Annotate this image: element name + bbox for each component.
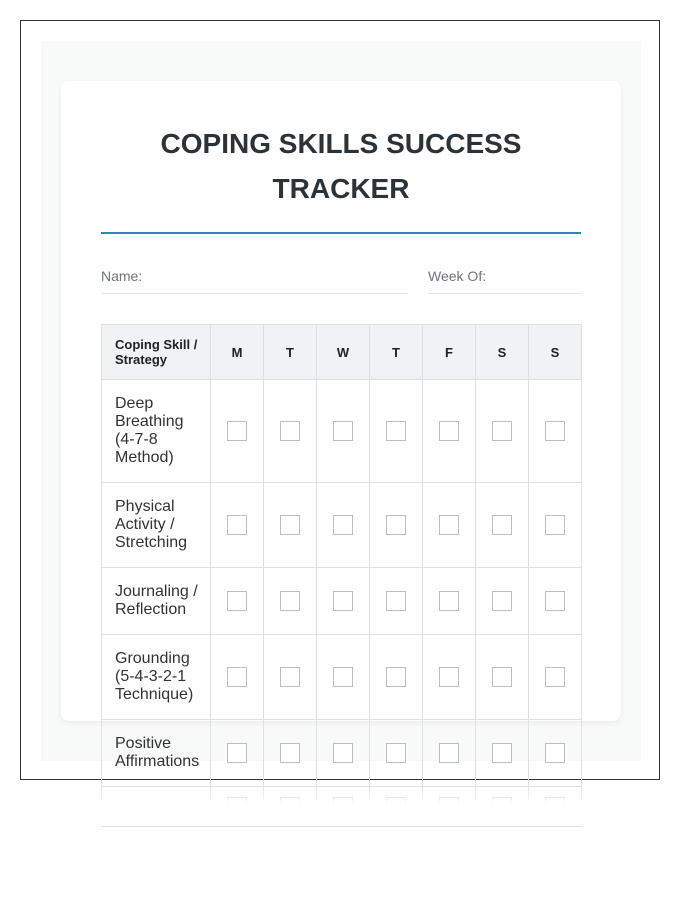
checkbox-tuesday[interactable] <box>280 421 300 441</box>
checkbox-cell-thursday <box>370 568 423 635</box>
checkbox-cell-wednesday <box>317 380 370 483</box>
checkbox-friday[interactable] <box>439 591 459 611</box>
checkbox-cell-tuesday <box>264 635 317 720</box>
page-title <box>101 121 581 211</box>
checkbox-cell-saturday <box>476 568 529 635</box>
checkbox-saturday[interactable] <box>492 515 512 535</box>
checkbox-cell-saturday <box>476 483 529 568</box>
checkbox-thursday[interactable] <box>386 515 406 535</box>
checkbox-saturday[interactable] <box>492 667 512 687</box>
title-line-1: COPING SKILLS SUCCESS <box>160 128 522 159</box>
skill-name: Deep Breathing (4-7-8 Method) <box>102 380 211 483</box>
table-header-row <box>102 325 582 380</box>
skill-name: Positive Affirmations <box>102 720 211 787</box>
header-friday: F <box>423 325 476 380</box>
checkbox-monday[interactable] <box>227 421 247 441</box>
checkbox-saturday[interactable] <box>492 421 512 441</box>
checkbox-cell-thursday <box>370 635 423 720</box>
header-monday: M <box>211 325 264 380</box>
checkbox-cell-friday <box>423 380 476 483</box>
tracker-table <box>101 324 582 827</box>
week-of-label: Week Of: <box>428 268 487 284</box>
table-row <box>102 720 582 787</box>
checkbox-sunday[interactable] <box>545 591 565 611</box>
checkbox-wednesday[interactable] <box>333 667 353 687</box>
checkbox-wednesday[interactable] <box>333 591 353 611</box>
checkbox-friday[interactable] <box>439 667 459 687</box>
checkbox-monday[interactable] <box>227 667 247 687</box>
checkbox-tuesday[interactable] <box>280 515 300 535</box>
checkbox-cell-friday <box>423 635 476 720</box>
skill-name: Grounding (5-4-3-2-1 Technique) <box>102 635 211 720</box>
checkbox-cell-thursday <box>370 380 423 483</box>
checkbox-cell-monday <box>211 380 264 483</box>
checkbox-tuesday[interactable] <box>280 667 300 687</box>
checkbox-cell-tuesday <box>264 568 317 635</box>
checkbox-cell-wednesday <box>317 568 370 635</box>
checkbox-cell-friday <box>423 568 476 635</box>
checkbox-cell-wednesday <box>317 635 370 720</box>
checkbox-friday[interactable] <box>439 515 459 535</box>
checkbox-cell-wednesday <box>317 720 370 787</box>
checkbox-cell-monday <box>211 568 264 635</box>
checkbox-cell-wednesday <box>317 483 370 568</box>
checkbox-cell-saturday <box>476 380 529 483</box>
table-row <box>102 483 582 568</box>
checkbox-tuesday[interactable] <box>280 591 300 611</box>
checkbox-cell-thursday <box>370 720 423 787</box>
checkbox-thursday[interactable] <box>386 667 406 687</box>
table-row <box>102 380 582 483</box>
checkbox-cell-monday <box>211 635 264 720</box>
checkbox-tuesday[interactable] <box>280 743 300 763</box>
header-sunday: S <box>529 325 582 380</box>
checkbox-monday[interactable] <box>227 591 247 611</box>
checkbox-thursday[interactable] <box>386 591 406 611</box>
table-row <box>102 568 582 635</box>
checkbox-cell-monday <box>211 483 264 568</box>
title-divider <box>101 232 581 234</box>
header-tuesday: T <box>264 325 317 380</box>
checkbox-friday[interactable] <box>439 743 459 763</box>
overflow-fade <box>95 786 590 826</box>
checkbox-cell-tuesday <box>264 380 317 483</box>
table-row <box>102 635 582 720</box>
skill-name: Journaling / Reflection <box>102 568 211 635</box>
checkbox-wednesday[interactable] <box>333 743 353 763</box>
checkbox-cell-friday <box>423 720 476 787</box>
checkbox-sunday[interactable] <box>545 667 565 687</box>
checkbox-saturday[interactable] <box>492 591 512 611</box>
checkbox-cell-sunday <box>529 568 582 635</box>
checkbox-cell-sunday <box>529 720 582 787</box>
week-of-field[interactable] <box>428 262 581 294</box>
checkbox-thursday[interactable] <box>386 421 406 441</box>
skill-name: Physical Activity / Stretching <box>102 483 211 568</box>
header-skill: Coping Skill / Strategy <box>102 325 211 380</box>
checkbox-thursday[interactable] <box>386 743 406 763</box>
checkbox-cell-saturday <box>476 720 529 787</box>
checkbox-wednesday[interactable] <box>333 515 353 535</box>
title-line-2: TRACKER <box>272 173 410 204</box>
header-saturday: S <box>476 325 529 380</box>
checkbox-wednesday[interactable] <box>333 421 353 441</box>
checkbox-cell-monday <box>211 720 264 787</box>
checkbox-cell-sunday <box>529 380 582 483</box>
checkbox-cell-saturday <box>476 635 529 720</box>
name-label: Name: <box>101 268 143 284</box>
checkbox-sunday[interactable] <box>545 743 565 763</box>
checkbox-cell-friday <box>423 483 476 568</box>
checkbox-sunday[interactable] <box>545 421 565 441</box>
header-wednesday: W <box>317 325 370 380</box>
checkbox-cell-sunday <box>529 483 582 568</box>
name-field[interactable] <box>101 262 408 294</box>
checkbox-monday[interactable] <box>227 743 247 763</box>
checkbox-sunday[interactable] <box>545 515 565 535</box>
checkbox-friday[interactable] <box>439 421 459 441</box>
checkbox-cell-tuesday <box>264 483 317 568</box>
checkbox-cell-tuesday <box>264 720 317 787</box>
checkbox-saturday[interactable] <box>492 743 512 763</box>
checkbox-cell-thursday <box>370 483 423 568</box>
checkbox-monday[interactable] <box>227 515 247 535</box>
header-thursday: T <box>370 325 423 380</box>
checkbox-cell-sunday <box>529 635 582 720</box>
